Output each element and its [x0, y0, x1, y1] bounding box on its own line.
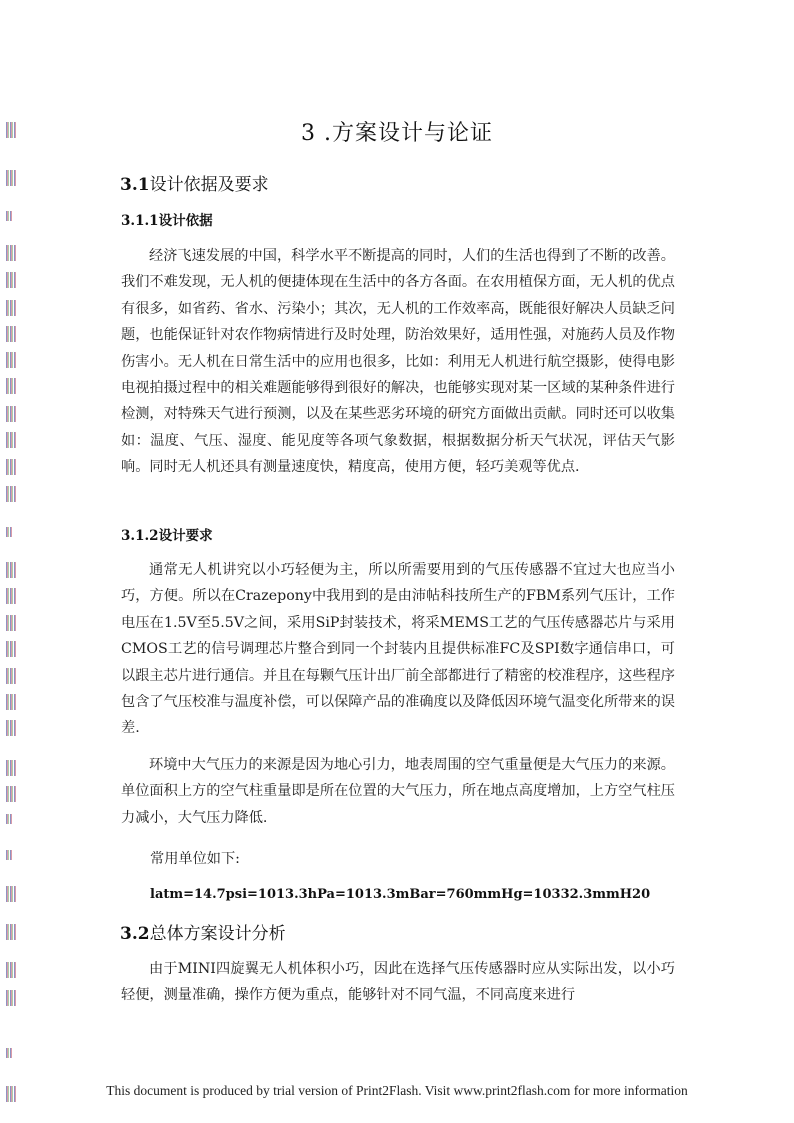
margin-mark [6, 760, 16, 776]
margin-mark [6, 1048, 12, 1058]
margin-mark [6, 432, 16, 448]
margin-mark [6, 850, 12, 860]
margin-mark [6, 527, 12, 537]
margin-mark [6, 562, 16, 578]
margin-mark [6, 814, 12, 824]
margin-mark [6, 406, 16, 422]
margin-mark [6, 720, 16, 736]
unit-formula: latm=14.7psi=1013.3hPa=1013.3mBar=760mmHg=10332.3mmH20 [150, 887, 651, 902]
paragraph-design-requirements: 通常无人机讲究以小巧轻便为主，所以所需要用到的气压传感器不宜过大也应当小巧，方便。所以在Crazepony中我用到的是由沛帖科技所生产的FBM系列气压计，工作电压在1.5V至5.5V之间，采用SiP封装技术，将采MEMS工艺的气压传感器芯片与采用CMOS工艺的信号调理芯片整合到同一个封装内且提供标准FC及SPI数字通信串口，可以跟主芯片进行通信。并且在每颗气压计出厂前全部都进行了精密的校准程序，这些程序包含了气压校准与温度补偿，可以保障产品的准确度以及降低因环境气温变化所带来的误差. [121, 562, 675, 737]
margin-mark [6, 459, 16, 475]
margin-mark [6, 211, 12, 221]
margin-mark [6, 668, 16, 684]
margin-mark [6, 641, 16, 657]
paragraph-overall-design: 由于MINI四旋翼无人机体积小巧，因此在选择气压传感器时应从实际出发，以小巧轻便，测量准确，操作方便为重点，能够针对不同气温，不同高度来进行 [121, 961, 675, 1004]
trial-watermark-footer: This document is produced by trial version of Print2Flash. Visit www.print2flash.com for more information [106, 1083, 688, 1098]
section-heading-3-2 [120, 919, 286, 944]
margin-mark [6, 924, 16, 940]
margin-mark [6, 588, 16, 604]
margin-mark [6, 615, 16, 631]
page-title: 3 .方案设计与论证 [301, 121, 493, 146]
margin-mark [6, 962, 16, 978]
section-heading-3-1 [120, 170, 269, 195]
units-intro: 常用单位如下: [150, 851, 240, 867]
margin-mark [6, 886, 16, 902]
section-number: 3.2 [120, 924, 150, 944]
section-title: 设计依据及要求 [149, 175, 269, 195]
margin-mark [6, 378, 16, 394]
section-number: 3.1 [120, 175, 150, 195]
margin-mark [6, 272, 16, 288]
margin-mark [6, 694, 16, 710]
margin-mark [6, 170, 16, 186]
margin-mark [6, 990, 16, 1006]
margin-mark [6, 486, 16, 502]
paragraph-design-basis: 经济飞速发展的中国，科学水平不断提高的同时，人们的生活也得到了不断的改善。我们不难发现，无人机的便捷体现在生活中的各方各面。在农用植保方面，无人机的优点有很多，如省药、省水、污染小；其次，无人机的工作效率高，既能很好解决人员缺乏问题，也能保证针对农作物病情进行及时处理，防治效果好，适用性强，对施药人员及作物伤害小。无人机在日常生活中的应用也很多，比如：利用无人机进行航空摄影，使得电影电视拍摄过程中的相关难题能够得到很好的解决，也能够实现对某一区域的某种条件进行检测，对特殊天气进行预测，以及在某些恶劣环境的研究方面做出贡献。同时还可以收集如：温度、气压、湿度、能见度等各项气象数据，根据数据分析天气状况，评估天气影响。同时无人机还具有测量速度快，精度高，使用方便，轻巧美观等优点. [121, 248, 675, 476]
margin-mark [6, 245, 16, 261]
subsection-heading-3-1-1: 3.1.1设计依据 [121, 213, 213, 229]
margin-mark [6, 326, 16, 342]
subsection-heading-3-1-2: 3.1.2设计要求 [121, 528, 213, 544]
margin-mark [6, 786, 16, 802]
section-title: 总体方案设计分析 [149, 924, 286, 944]
paragraph-atmospheric-pressure: 环境中大气压力的来源是因为地心引力，地表周围的空气重量便是大气压力的来源。单位面积上方的空气柱重量即是所在位置的大气压力，所在地点高度增加，上方空气柱压力减小，大气压力降低. [121, 757, 675, 826]
margin-mark [6, 352, 16, 368]
margin-mark [6, 300, 16, 316]
